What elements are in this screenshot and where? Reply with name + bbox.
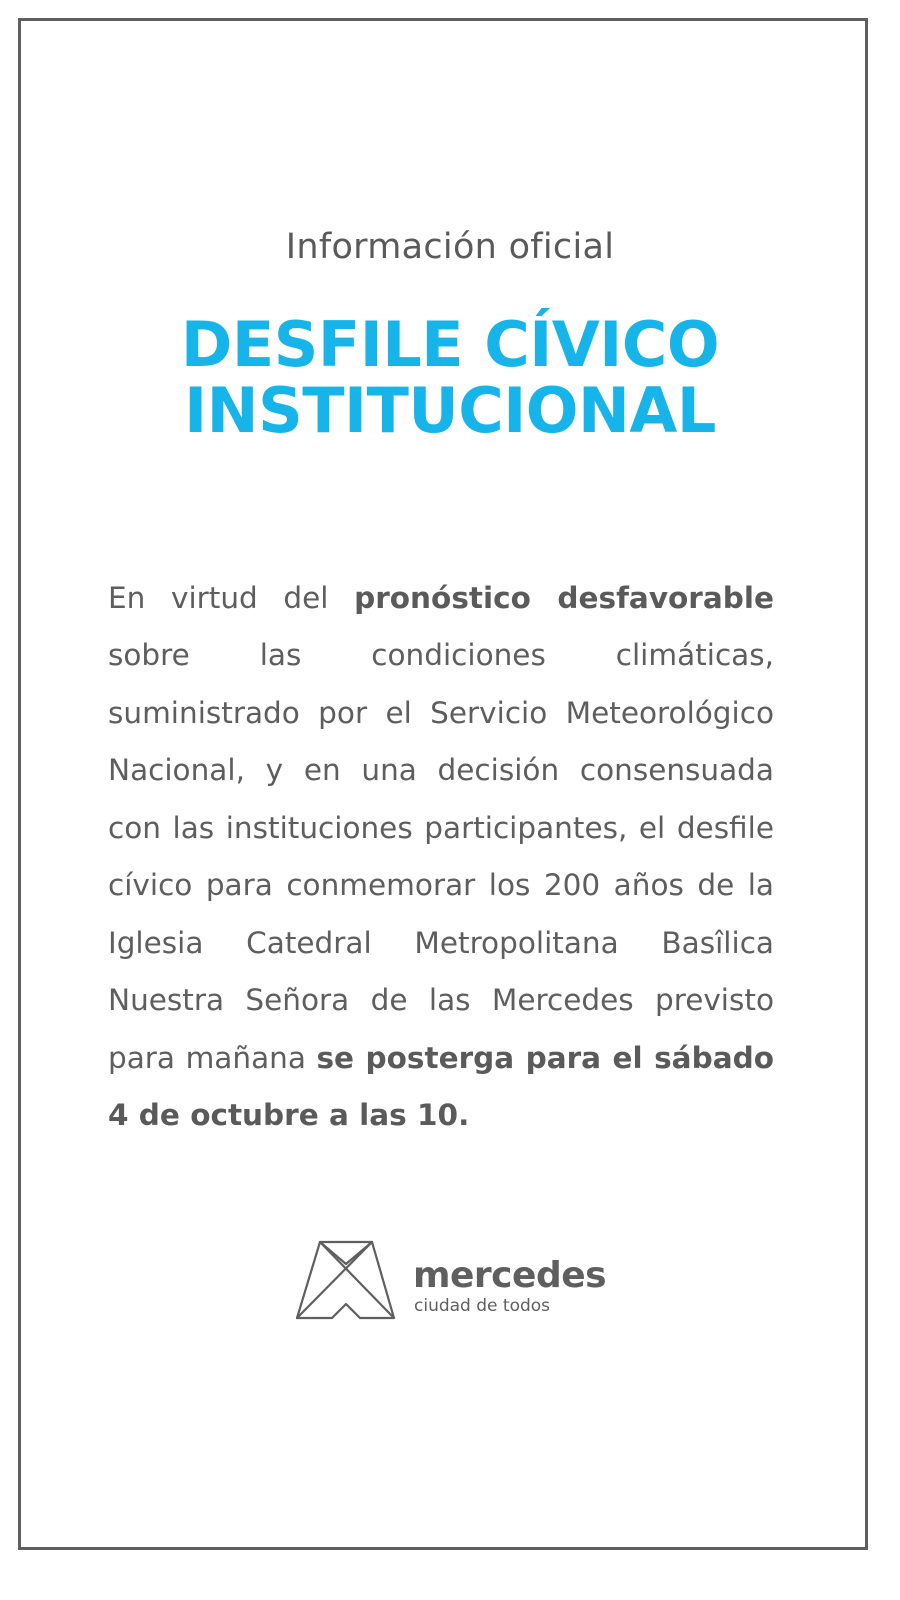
- headline-line-1: DESFILE CÍVICO: [180, 308, 720, 381]
- logo-wordmark: mercedes: [413, 1255, 607, 1296]
- mercedes-m-logo-icon: [296, 1240, 396, 1320]
- announcement-body: [108, 570, 774, 1145]
- body-bold-postponement: se posterga para el sábado 4 de octubre a las 10.: [108, 1040, 774, 1132]
- headline: [0, 308, 900, 447]
- kicker-label: Información oficial: [285, 227, 615, 267]
- mercedes-logo: [296, 1240, 607, 1322]
- body-bold-forecast: pronóstico desfavorable: [354, 580, 775, 615]
- body-text-part-2: sobre las condiciones climáticas, suministrado por el Servicio Meteorológico Nacional, y en una decisión consensuada con las instituciones participantes, el desfile cívico para conmemorar los 200 años de la Iglesia Catedral Metropolitana Basîlica Nuestra Señora de las Mercedes previsto para mañana: [108, 638, 774, 1075]
- headline-line-2: INSTITUCIONAL: [184, 374, 716, 447]
- body-text-part-1: En virtud del: [108, 580, 355, 615]
- logo-tagline: ciudad de todos: [414, 1296, 551, 1316]
